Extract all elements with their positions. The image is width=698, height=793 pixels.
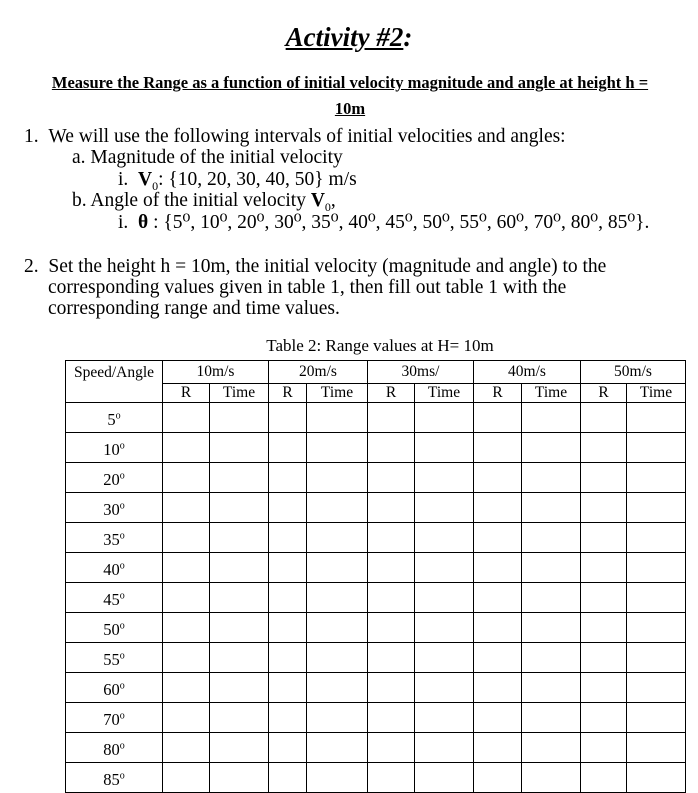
time-cell[interactable] bbox=[210, 673, 269, 703]
time-cell[interactable] bbox=[627, 583, 686, 613]
angle-label: 40$^o$ bbox=[66, 553, 163, 583]
time-cell[interactable] bbox=[627, 643, 686, 673]
list-item-1a-i: i. $V_0$: {10, 20, 30, 40, 50} m/s bbox=[118, 169, 357, 193]
angle-label: 70$^o$ bbox=[66, 703, 163, 733]
time-cell[interactable] bbox=[210, 763, 269, 793]
angle-label: 50$^o$ bbox=[66, 613, 163, 643]
time-cell[interactable] bbox=[627, 523, 686, 553]
range-cell[interactable] bbox=[581, 763, 627, 793]
time-cell[interactable] bbox=[307, 613, 368, 643]
range-cell[interactable] bbox=[163, 523, 210, 553]
range-cell[interactable] bbox=[163, 433, 210, 463]
time-cell[interactable] bbox=[307, 433, 368, 463]
list-item-1b-i: i. θ : {5⁰, 10⁰, 20⁰, 30⁰, 35⁰, 40⁰, 45⁰, 50⁰, 55⁰, 60⁰, 70⁰, 80⁰, 85⁰}. bbox=[118, 212, 650, 233]
range-cell[interactable] bbox=[163, 703, 210, 733]
time-cell[interactable] bbox=[522, 493, 581, 523]
range-cell[interactable] bbox=[269, 733, 307, 763]
range-cell[interactable] bbox=[474, 433, 522, 463]
time-cell[interactable] bbox=[210, 463, 269, 493]
time-cell[interactable] bbox=[415, 763, 474, 793]
angle-label: 30$^o$ bbox=[66, 493, 163, 523]
range-cell[interactable] bbox=[581, 733, 627, 763]
range-cell[interactable] bbox=[581, 643, 627, 673]
time-cell[interactable] bbox=[415, 643, 474, 673]
table-row bbox=[66, 703, 686, 733]
activity-title: Activity #2: bbox=[285, 22, 413, 52]
angle-label: 55$^o$ bbox=[66, 643, 163, 673]
time-cell[interactable] bbox=[522, 703, 581, 733]
time-cell[interactable] bbox=[522, 643, 581, 673]
range-cell[interactable] bbox=[163, 733, 210, 763]
time-cell[interactable] bbox=[627, 673, 686, 703]
range-cell[interactable] bbox=[269, 763, 307, 793]
range-cell[interactable] bbox=[368, 463, 415, 493]
time-cell[interactable] bbox=[415, 463, 474, 493]
range-cell[interactable] bbox=[581, 553, 627, 583]
time-cell[interactable] bbox=[627, 613, 686, 643]
time-cell[interactable] bbox=[627, 553, 686, 583]
time-cell[interactable] bbox=[307, 583, 368, 613]
speed-header-50: 50m/s bbox=[581, 361, 686, 384]
range-cell[interactable] bbox=[269, 553, 307, 583]
range-cell[interactable] bbox=[581, 613, 627, 643]
time-cell[interactable] bbox=[522, 673, 581, 703]
range-cell[interactable] bbox=[368, 763, 415, 793]
range-cell[interactable] bbox=[474, 403, 522, 433]
sub-header-r: R bbox=[163, 384, 210, 403]
time-cell[interactable] bbox=[307, 553, 368, 583]
table-row bbox=[66, 673, 686, 703]
time-cell[interactable] bbox=[522, 583, 581, 613]
list-item-2-line-1: 2. Set the height h = 10m, the initial velocity (magnitude and angle) to the bbox=[24, 256, 607, 277]
sub-header-r: R bbox=[269, 384, 307, 403]
table-caption: Table 2: Range values at H= 10m bbox=[266, 336, 494, 355]
angle-label: 80$^o$ bbox=[66, 733, 163, 763]
range-cell[interactable] bbox=[163, 673, 210, 703]
table-row bbox=[66, 763, 686, 793]
range-cell[interactable] bbox=[474, 613, 522, 643]
table-row bbox=[66, 643, 686, 673]
range-cell[interactable] bbox=[474, 763, 522, 793]
angle-label: 35$^o$ bbox=[66, 523, 163, 553]
time-cell[interactable] bbox=[210, 583, 269, 613]
range-cell[interactable] bbox=[474, 463, 522, 493]
range-cell[interactable] bbox=[581, 463, 627, 493]
table-row bbox=[66, 733, 686, 763]
time-cell[interactable] bbox=[627, 493, 686, 523]
sub-header-r: R bbox=[581, 384, 627, 403]
angle-label: 5$^o$ bbox=[66, 403, 163, 433]
range-cell[interactable] bbox=[368, 643, 415, 673]
range-cell[interactable] bbox=[581, 403, 627, 433]
time-cell[interactable] bbox=[627, 763, 686, 793]
angle-label: 10$^o$ bbox=[66, 433, 163, 463]
angle-label: 85$^o$ bbox=[66, 763, 163, 793]
speed-header-20: 20m/s bbox=[269, 361, 368, 384]
sub-header-time: Time bbox=[627, 384, 686, 403]
time-cell[interactable] bbox=[415, 613, 474, 643]
time-cell[interactable] bbox=[210, 523, 269, 553]
list-item-2-line-2: corresponding values given in table 1, then fill out table 1 with the bbox=[48, 277, 567, 298]
activity-subtitle: Measure the Range as a function of initial velocity magnitude and angle at height h = 10m bbox=[51, 73, 649, 118]
table-row bbox=[66, 553, 686, 583]
time-cell[interactable] bbox=[415, 523, 474, 553]
table-row bbox=[66, 493, 686, 523]
time-cell[interactable] bbox=[307, 463, 368, 493]
sub-header-time: Time bbox=[415, 384, 474, 403]
angle-label: 60$^o$ bbox=[66, 673, 163, 703]
time-cell[interactable] bbox=[522, 433, 581, 463]
range-cell[interactable] bbox=[269, 673, 307, 703]
time-cell[interactable] bbox=[415, 673, 474, 703]
time-cell[interactable] bbox=[627, 403, 686, 433]
time-cell[interactable] bbox=[415, 553, 474, 583]
speed-header-30: 30ms/ bbox=[368, 361, 474, 384]
time-cell[interactable] bbox=[210, 493, 269, 523]
angle-label: 45$^o$ bbox=[66, 583, 163, 613]
range-cell[interactable] bbox=[269, 703, 307, 733]
range-cell[interactable] bbox=[474, 553, 522, 583]
angle-label: 20$^o$ bbox=[66, 463, 163, 493]
corner-header: Speed/Angle bbox=[66, 361, 163, 403]
time-cell[interactable] bbox=[307, 703, 368, 733]
range-cell[interactable] bbox=[581, 583, 627, 613]
list-item-1a: a. Magnitude of the initial velocity bbox=[72, 147, 343, 168]
time-cell[interactable] bbox=[627, 733, 686, 763]
time-cell[interactable] bbox=[307, 643, 368, 673]
sub-header-time: Time bbox=[210, 384, 269, 403]
time-cell[interactable] bbox=[210, 643, 269, 673]
range-cell[interactable] bbox=[474, 643, 522, 673]
range-cell[interactable] bbox=[269, 613, 307, 643]
range-cell[interactable] bbox=[368, 673, 415, 703]
range-cell[interactable] bbox=[163, 763, 210, 793]
range-cell[interactable] bbox=[368, 613, 415, 643]
time-cell[interactable] bbox=[210, 553, 269, 583]
time-cell[interactable] bbox=[415, 733, 474, 763]
time-cell[interactable] bbox=[415, 403, 474, 433]
range-cell[interactable] bbox=[368, 433, 415, 463]
list-item-2-line-3: corresponding range and time values. bbox=[48, 298, 340, 319]
range-cell[interactable] bbox=[581, 523, 627, 553]
range-cell[interactable] bbox=[474, 733, 522, 763]
table-row bbox=[66, 463, 686, 493]
sub-header-time: Time bbox=[307, 384, 368, 403]
table-row bbox=[66, 613, 686, 643]
table-row bbox=[66, 403, 686, 433]
range-cell[interactable] bbox=[368, 493, 415, 523]
range-cell[interactable] bbox=[474, 523, 522, 553]
range-cell[interactable] bbox=[163, 403, 210, 433]
sub-header-r: R bbox=[368, 384, 415, 403]
time-cell[interactable] bbox=[307, 763, 368, 793]
range-cell[interactable] bbox=[163, 643, 210, 673]
range-cell[interactable] bbox=[368, 553, 415, 583]
range-cell[interactable] bbox=[368, 523, 415, 553]
time-cell[interactable] bbox=[210, 613, 269, 643]
range-cell[interactable] bbox=[269, 523, 307, 553]
range-cell[interactable] bbox=[163, 613, 210, 643]
time-cell[interactable] bbox=[522, 403, 581, 433]
time-cell[interactable] bbox=[307, 523, 368, 553]
range-cell[interactable] bbox=[581, 673, 627, 703]
time-cell[interactable] bbox=[210, 703, 269, 733]
sub-header-time: Time bbox=[522, 384, 581, 403]
range-cell[interactable] bbox=[269, 463, 307, 493]
time-cell[interactable] bbox=[307, 403, 368, 433]
range-cell[interactable] bbox=[163, 583, 210, 613]
time-cell[interactable] bbox=[522, 463, 581, 493]
range-cell[interactable] bbox=[163, 553, 210, 583]
time-cell[interactable] bbox=[522, 553, 581, 583]
range-cell[interactable] bbox=[581, 493, 627, 523]
time-cell[interactable] bbox=[210, 433, 269, 463]
range-cell[interactable] bbox=[474, 583, 522, 613]
range-cell[interactable] bbox=[368, 403, 415, 433]
range-cell[interactable] bbox=[368, 583, 415, 613]
range-table bbox=[65, 360, 686, 793]
time-cell[interactable] bbox=[627, 433, 686, 463]
range-cell[interactable] bbox=[269, 433, 307, 463]
range-cell[interactable] bbox=[163, 463, 210, 493]
list-item-1: 1. We will use the following intervals of initial velocities and angles: bbox=[24, 126, 566, 147]
time-cell[interactable] bbox=[307, 493, 368, 523]
time-cell[interactable] bbox=[210, 733, 269, 763]
range-cell[interactable] bbox=[368, 733, 415, 763]
time-cell[interactable] bbox=[522, 613, 581, 643]
range-cell[interactable] bbox=[581, 433, 627, 463]
list-item-1b: b. Angle of the initial velocity $V_0$, bbox=[72, 190, 336, 214]
range-cell[interactable] bbox=[269, 583, 307, 613]
time-cell[interactable] bbox=[415, 433, 474, 463]
table-row bbox=[66, 523, 686, 553]
range-cell[interactable] bbox=[163, 493, 210, 523]
range-cell[interactable] bbox=[474, 493, 522, 523]
time-cell[interactable] bbox=[522, 523, 581, 553]
range-cell[interactable] bbox=[269, 493, 307, 523]
table-row bbox=[66, 433, 686, 463]
time-cell[interactable] bbox=[627, 463, 686, 493]
range-cell[interactable] bbox=[581, 703, 627, 733]
sub-header-r: R bbox=[474, 384, 522, 403]
time-cell[interactable] bbox=[210, 403, 269, 433]
time-cell[interactable] bbox=[415, 583, 474, 613]
table-row bbox=[66, 583, 686, 613]
range-cell[interactable] bbox=[269, 643, 307, 673]
speed-header-10: 10m/s bbox=[163, 361, 269, 384]
time-cell[interactable] bbox=[307, 673, 368, 703]
time-cell[interactable] bbox=[522, 733, 581, 763]
time-cell[interactable] bbox=[307, 733, 368, 763]
time-cell[interactable] bbox=[415, 703, 474, 733]
speed-header-40: 40m/s bbox=[474, 361, 581, 384]
range-cell[interactable] bbox=[269, 403, 307, 433]
range-cell[interactable] bbox=[368, 703, 415, 733]
range-cell[interactable] bbox=[474, 703, 522, 733]
time-cell[interactable] bbox=[415, 493, 474, 523]
time-cell[interactable] bbox=[627, 703, 686, 733]
range-cell[interactable] bbox=[474, 673, 522, 703]
time-cell[interactable] bbox=[522, 763, 581, 793]
